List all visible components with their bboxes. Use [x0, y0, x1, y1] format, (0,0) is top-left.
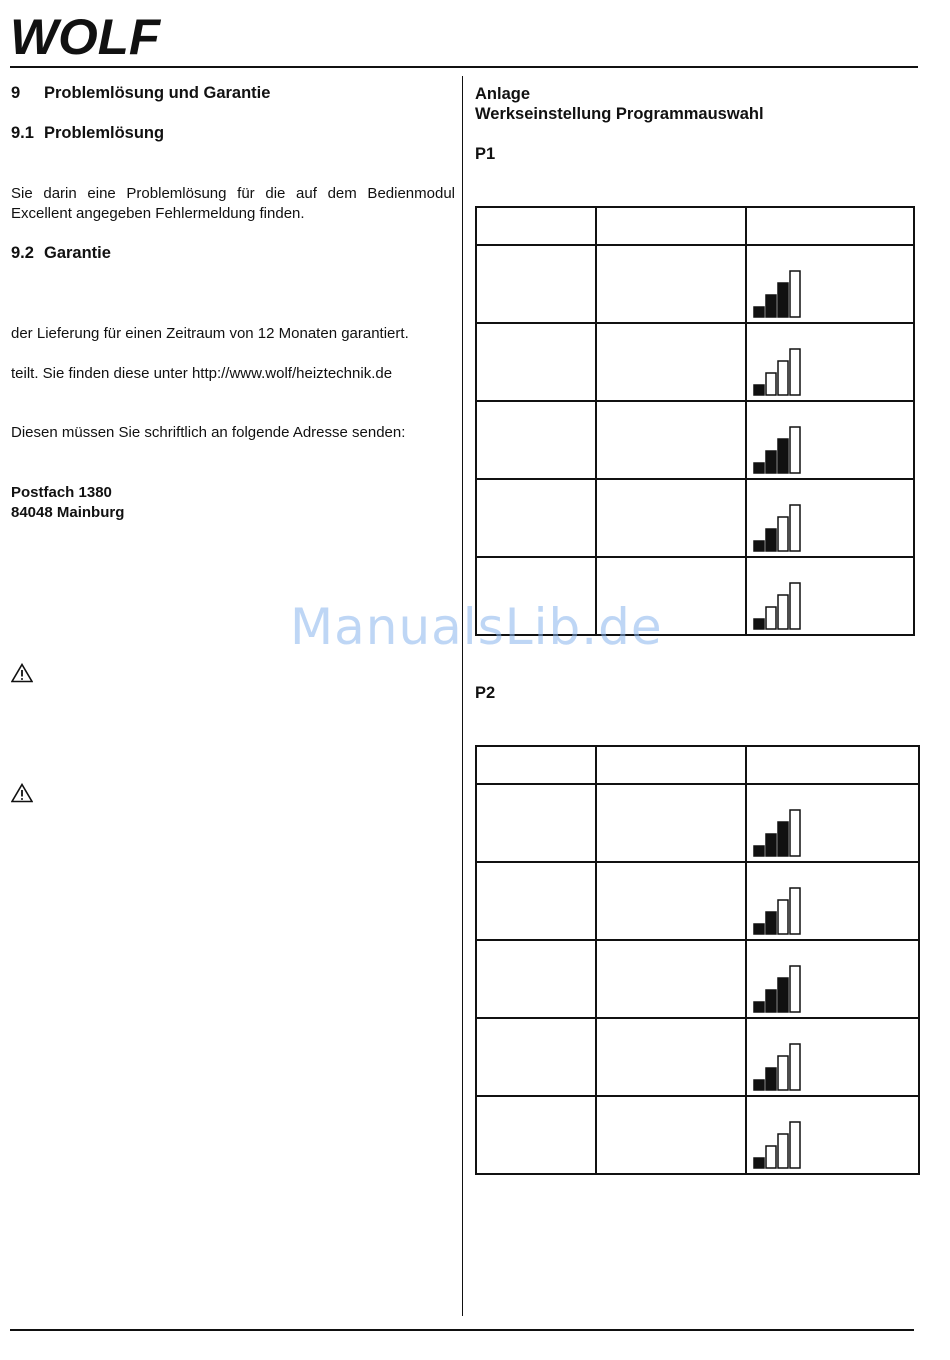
- footer-rule: [10, 1329, 914, 1331]
- table-header-cell: [476, 207, 596, 245]
- level-bar-filled: [778, 978, 788, 1012]
- level-bar-empty: [790, 505, 800, 551]
- level-cell: [746, 1018, 919, 1096]
- level-cell: [746, 245, 914, 323]
- table-cell: [596, 1096, 746, 1174]
- level-bar-empty: [778, 361, 788, 395]
- level-bar-empty: [790, 1044, 800, 1090]
- table-row: [476, 1018, 919, 1096]
- level-bar-empty: [790, 1122, 800, 1168]
- level-bar-empty: [778, 1056, 788, 1090]
- level-cell: [746, 323, 914, 401]
- header-rule: [10, 66, 918, 68]
- ventilation-level-icon: [753, 581, 803, 631]
- table-cell: [596, 245, 746, 323]
- level-bar-filled: [766, 451, 776, 473]
- level-bar-empty: [790, 349, 800, 395]
- table-cell: [476, 401, 596, 479]
- level-bar-filled: [754, 619, 764, 629]
- table-cell: [476, 1018, 596, 1096]
- p2-settings-table: [475, 745, 920, 1175]
- ventilation-level-icon: [753, 1120, 803, 1170]
- address-line-1: Postfach 1380: [11, 484, 112, 501]
- table-cell: [596, 784, 746, 862]
- guarantee-text-2: teilt. Sie finden diese unter http://www.wolf/heiztechnik.de: [11, 365, 393, 382]
- table-cell: [596, 1018, 746, 1096]
- level-bar-filled: [754, 307, 764, 317]
- section-9-1-number: 9.1: [11, 124, 34, 142]
- level-cell: [746, 1096, 919, 1174]
- table-row: [476, 940, 919, 1018]
- level-bar-empty: [766, 1146, 776, 1168]
- ventilation-level-icon: [753, 503, 803, 553]
- table-row: [476, 401, 914, 479]
- level-cell: [746, 940, 919, 1018]
- table-row: [476, 784, 919, 862]
- appendix-subtitle: Werkseinstellung Programmauswahl: [475, 105, 764, 123]
- column-divider: [462, 76, 463, 1316]
- level-bar-filled: [754, 1002, 764, 1012]
- table-header-row: [476, 746, 919, 784]
- level-bar-filled: [766, 912, 776, 934]
- program-p2-label: P2: [475, 684, 496, 702]
- table-row: [476, 479, 914, 557]
- level-bar-filled: [754, 463, 764, 473]
- table-cell: [596, 323, 746, 401]
- ventilation-level-icon: [753, 886, 803, 936]
- level-bar-filled: [778, 283, 788, 317]
- table-row: [476, 1096, 919, 1174]
- level-bar-filled: [754, 1080, 764, 1090]
- problem-text: Sie darin eine Problemlösung für die auf dem Bedienmodul Excellent angegeben Fehlermeldung finden.: [11, 185, 455, 222]
- table-header-row: [476, 207, 914, 245]
- section-9-2-number: 9.2: [11, 244, 34, 262]
- level-bar-filled: [766, 834, 776, 856]
- level-bar-empty: [790, 583, 800, 629]
- level-bar-filled: [766, 990, 776, 1012]
- section-9-2-title: Garantie: [44, 244, 111, 262]
- level-bar-empty: [778, 900, 788, 934]
- level-bar-empty: [778, 1134, 788, 1168]
- level-bar-filled: [754, 846, 764, 856]
- level-bar-filled: [754, 1158, 764, 1168]
- table-header-cell: [596, 207, 746, 245]
- ventilation-level-icon: [753, 964, 803, 1014]
- ventilation-level-icon: [753, 425, 803, 475]
- table-row: [476, 245, 914, 323]
- table-header-cell: [746, 207, 914, 245]
- level-bar-empty: [790, 271, 800, 317]
- level-bar-filled: [754, 924, 764, 934]
- table-cell: [476, 862, 596, 940]
- section-9-2-heading: [11, 244, 111, 263]
- level-bar-filled: [754, 541, 764, 551]
- level-cell: [746, 401, 914, 479]
- table-cell: [476, 323, 596, 401]
- level-bar-empty: [790, 427, 800, 473]
- table-cell: [476, 245, 596, 323]
- table-row: [476, 323, 914, 401]
- level-cell: [746, 557, 914, 635]
- ventilation-level-icon: [753, 269, 803, 319]
- program-p1-label: P1: [475, 145, 496, 163]
- level-cell: [746, 862, 919, 940]
- table-row: [476, 862, 919, 940]
- table-cell: [596, 862, 746, 940]
- table-cell: [476, 940, 596, 1018]
- level-bar-filled: [766, 529, 776, 551]
- appendix-title: Anlage: [475, 85, 531, 103]
- level-bar-filled: [778, 439, 788, 473]
- level-bar-filled: [766, 295, 776, 317]
- guarantee-text-3: Diesen müssen Sie schriftlich an folgende Adresse senden:: [11, 424, 406, 441]
- ventilation-level-icon: [753, 1042, 803, 1092]
- wolf-logo: [10, 10, 164, 60]
- level-bar-empty: [778, 517, 788, 551]
- table-cell: [596, 401, 746, 479]
- warning-icon: [11, 783, 33, 803]
- ventilation-level-icon: [753, 808, 803, 858]
- guarantee-text-1: der Lieferung für einen Zeitraum von 12 Monaten garantiert.: [11, 325, 409, 342]
- section-9-heading: [11, 84, 270, 103]
- level-cell: [746, 479, 914, 557]
- level-bar-empty: [766, 373, 776, 395]
- level-bar-empty: [790, 966, 800, 1012]
- table-header-cell: [476, 746, 596, 784]
- table-cell: [596, 940, 746, 1018]
- table-cell: [476, 784, 596, 862]
- watermark: ManualsLib.de: [290, 598, 663, 656]
- level-bar-empty: [790, 810, 800, 856]
- section-9-number: 9: [11, 84, 21, 102]
- level-cell: [746, 784, 919, 862]
- section-9-1-heading: [11, 124, 164, 143]
- level-bar-empty: [766, 607, 776, 629]
- table-header-cell: [746, 746, 919, 784]
- section-9-title: Problemlösung und Garantie: [44, 84, 271, 102]
- address-line-2: 84048 Mainburg: [11, 504, 125, 521]
- level-bar-empty: [790, 888, 800, 934]
- table-cell: [476, 1096, 596, 1174]
- level-bar-filled: [766, 1068, 776, 1090]
- p1-settings-table: [475, 206, 915, 636]
- table-cell: [476, 479, 596, 557]
- section-9-1-title: Problemlösung: [44, 124, 165, 142]
- ventilation-level-icon: [753, 347, 803, 397]
- level-bar-filled: [778, 822, 788, 856]
- logo-text: WOLF: [10, 10, 162, 60]
- table-cell: [596, 479, 746, 557]
- level-bar-empty: [778, 595, 788, 629]
- level-bar-filled: [754, 385, 764, 395]
- table-header-cell: [596, 746, 746, 784]
- warning-icon: [11, 663, 33, 683]
